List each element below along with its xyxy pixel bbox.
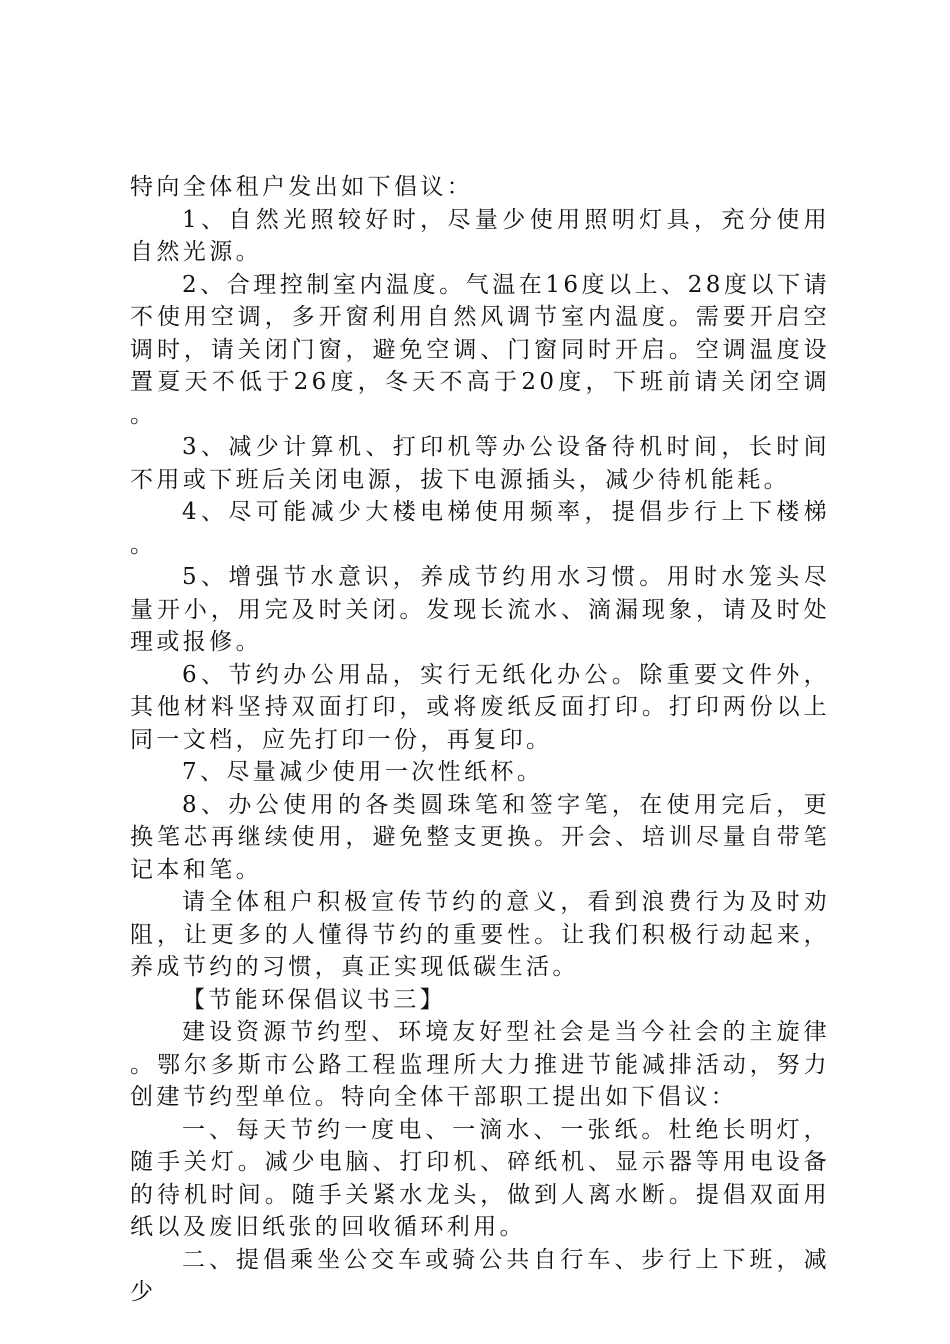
document-page bbox=[130, 171, 830, 1309]
section-heading: 【节能环保倡议书三】 bbox=[182, 986, 446, 1013]
item-3-paragraph: 3、减少计算机、打印机等办公设备待机时间，长时间不用或下班后关闭电源，拔下电源插头，减少待机能耗。 bbox=[130, 434, 830, 493]
item-7-paragraph: 7、尽量减少使用一次性纸杯。 bbox=[182, 759, 544, 785]
item-5-paragraph: 5、增强节水意识，养成节约用水习惯。用时水笼头尽量开小，用完及时关闭。发现长流水、滴漏现象，请及时处理或报修。 bbox=[130, 564, 830, 655]
section-item-1-paragraph: 一、每天节约一度电、一滴水、一张纸。杜绝长明灯，随手关灯。减少电脑、打印机、碎纸机、显示器等用电设备的待机时间。随手关紧水龙头，做到人离水断。提倡双面用纸以及废旧纸张的回收循环利用。 bbox=[130, 1116, 830, 1240]
closing-paragraph: 请全体租户积极宣传节约的意义，看到浪费行为及时劝阻，让更多的人懂得节约的重要性。让我们积极行动起来，养成节约的习惯，真正实现低碳生活。 bbox=[130, 889, 830, 980]
item-8-paragraph: 8、办公使用的各类圆珠笔和签字笔，在使用完后，更换笔芯再继续使用，避免整支更换。开会、培训尽量自带笔记本和笔。 bbox=[130, 791, 830, 883]
item-6-paragraph: 6、节约办公用品，实行无纸化办公。除重要文件外，其他材料坚持双面打印，或将废纸反面打印。打印两份以上同一文档，应先打印一份，再复印。 bbox=[130, 661, 830, 753]
intro-paragraph: 特向全体租户发出如下倡议： bbox=[130, 174, 474, 200]
section-intro-paragraph: 建设资源节约型、环境友好型社会是当今社会的主旋律。鄂尔多斯市公路工程监理所大力推进节能减排活动，努力创建节约型单位。特向全体干部职工提出如下倡议： bbox=[130, 1019, 830, 1110]
item-1-paragraph: 1、自然光照较好时，尽量少使用照明灯具，充分使用自然光源。 bbox=[130, 206, 830, 265]
item-2-paragraph: 2、合理控制室内温度。气温在16度以上、28度以下请不使用空调，多开窗利用自然风调节室内温度。需要开启空调时，请关闭门窗，避免空调、门窗同时开启。空调温度设置夏天不低于26度，冬天不高于20度，下班前请关闭空调。 bbox=[130, 271, 830, 428]
section-item-2-paragraph: 二、提倡乘坐公交车或骑公共自行车、步行上下班，减少 bbox=[130, 1246, 830, 1305]
item-4-paragraph: 4、尽可能减少大楼电梯使用频率，提倡步行上下楼梯。 bbox=[130, 499, 830, 558]
